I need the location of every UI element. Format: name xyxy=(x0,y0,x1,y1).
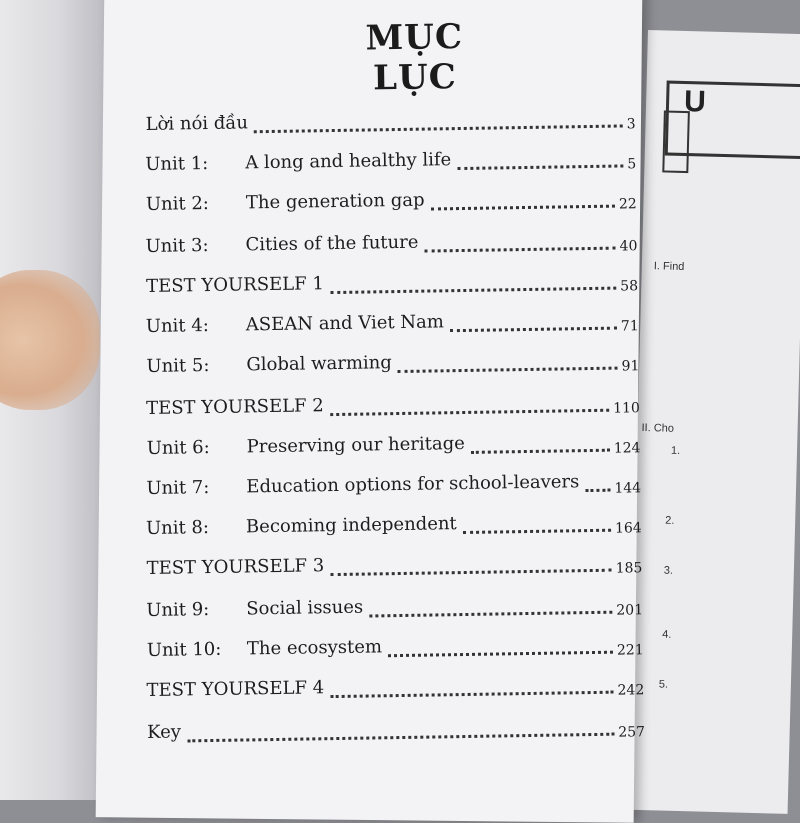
toc-entry-title: TEST YOURSELF 1 xyxy=(146,273,324,297)
leader-dots xyxy=(397,363,617,373)
leader-dots xyxy=(431,201,615,211)
toc-entry-page: 201 xyxy=(616,602,644,619)
leader-dots xyxy=(388,647,613,658)
toc-entry-title: A long and healthy life xyxy=(245,149,452,174)
toc-entry-number: Unit 8: xyxy=(145,517,210,540)
toc-entry-title: TEST YOURSELF 2 xyxy=(145,395,324,419)
leader-dots xyxy=(331,687,614,698)
toc-entry-title: Cities of the future xyxy=(245,231,419,256)
leader-dots xyxy=(585,485,610,492)
toc-entry-page: 40 xyxy=(619,238,638,255)
leader-dots xyxy=(369,607,612,618)
toc-entry-page: 242 xyxy=(617,682,645,699)
question-number: 4. xyxy=(662,628,672,641)
toc-entry-page: 221 xyxy=(616,642,644,659)
toc-entry-page: 185 xyxy=(615,560,643,577)
toc-entry-title: Lời nói đầu xyxy=(145,112,249,135)
page-title: MỤC LỤC xyxy=(365,16,464,99)
section-label: I. Find xyxy=(653,260,685,274)
toc-entry-number: Unit 7: xyxy=(146,477,210,499)
toc-entry-title: ASEAN and Viet Nam xyxy=(245,311,445,336)
toc-entry-number: Unit 4: xyxy=(145,314,209,337)
toc-entry-number: Unit 9: xyxy=(146,599,210,622)
toc-entry-page: 58 xyxy=(620,278,639,295)
toc-entry-page: 164 xyxy=(614,520,642,537)
question-number: 1. xyxy=(670,444,681,457)
leader-dots xyxy=(450,323,617,333)
toc-entry-title: The ecosystem xyxy=(246,636,383,660)
toc-entry-title: Becoming independent xyxy=(245,513,457,538)
toc-entry-number: Unit 10: xyxy=(146,638,222,662)
unit-letter: U xyxy=(683,84,707,119)
toc-entry-number: Unit 1: xyxy=(145,152,209,175)
leader-dots xyxy=(254,120,623,133)
toc-entry-title: TEST YOURSELF 4 xyxy=(146,677,325,702)
toc-entry-page: 257 xyxy=(618,724,646,741)
toc-entry-page: 144 xyxy=(614,480,642,497)
question-number: 3. xyxy=(663,564,674,577)
toc-entry-title: Key xyxy=(147,721,182,744)
toc-entry-title: Education options for school-leavers xyxy=(246,471,580,498)
leader-dots xyxy=(457,160,623,170)
leader-dots xyxy=(425,243,616,253)
toc-entry-number: Unit 3: xyxy=(145,234,209,257)
question-number: 5. xyxy=(658,678,669,691)
toc-entry-number: Unit 6: xyxy=(146,436,210,459)
leader-dots xyxy=(187,729,614,743)
leader-dots xyxy=(331,565,612,576)
toc-entry-page: 22 xyxy=(618,196,637,213)
toc-entry-page: 124 xyxy=(613,440,641,457)
section-label: II. Cho xyxy=(641,421,675,435)
toc-entry-page: 5 xyxy=(627,156,637,173)
toc-entry-number: Unit 2: xyxy=(145,192,210,215)
leader-dots xyxy=(463,525,611,534)
toc-entry-page: 110 xyxy=(613,400,641,417)
toc-entry-title: The generation gap xyxy=(245,189,425,214)
toc-entry-page: 71 xyxy=(620,318,639,335)
toc-entry-page: 3 xyxy=(626,116,636,133)
toc-entry-number: Unit 5: xyxy=(146,354,210,377)
toc-entry-page: 91 xyxy=(621,358,640,375)
leader-dots xyxy=(471,445,610,454)
toc-entry-title: TEST YOURSELF 3 xyxy=(146,555,325,579)
toc-entry-title: Preserving our heritage xyxy=(246,432,465,458)
toc-entry-title: Social issues xyxy=(246,596,364,620)
leader-dots xyxy=(330,283,616,294)
toc-entry-title: Global warming xyxy=(246,352,392,376)
question-number: 2. xyxy=(665,514,675,527)
leader-dots xyxy=(330,405,609,416)
